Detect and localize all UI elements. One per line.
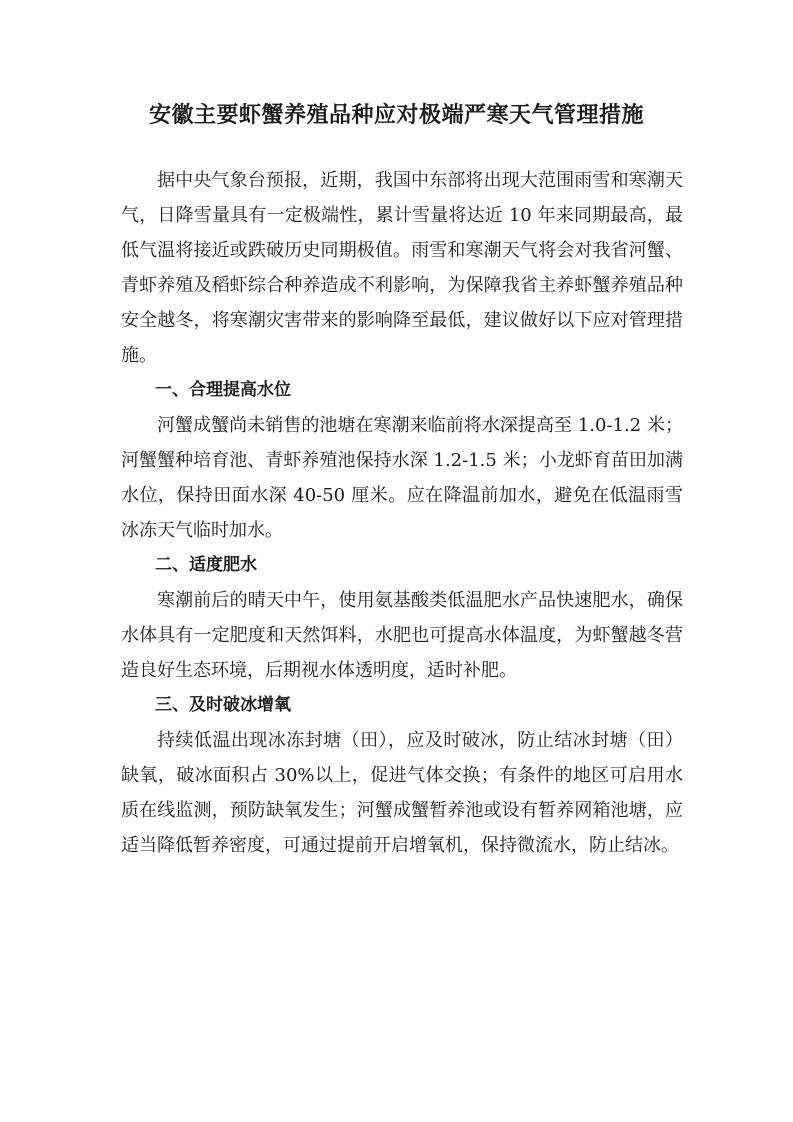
section-heading-water-level: 一、合理提高水位 bbox=[155, 380, 291, 400]
section-paragraph-water-level: 河蟹成蟹尚未销售的池塘在寒潮来临前将水深提高至 1.0-1.2 米；河蟹蟹种培育池、青虾养殖池保持水深 1.2-1.5 米；小龙虾育苗田加满水位，保持田面水深 40-50 厘米。应在降温前加水，避免在低温雨雪冰冻天气临时加水。 bbox=[121, 415, 683, 541]
section-heading-ice-breaking: 三、及时破冰增氧 bbox=[155, 695, 291, 715]
section-paragraph-ice-breaking: 持续低温出现冰冻封塘（田），应及时破冰，防止结冰封塘（田）缺氧，破冰面积占 30%以上，促进气体交换；有条件的地区可启用水质在线监测，预防缺氧发生；河蟹成蟹暂养池或设有暂养网箱池塘，应适当降低暂养密度，可通过提前开启增氧机，保持微流水，防止结冰。 bbox=[121, 730, 683, 856]
section-heading-fertilize: 二、适度肥水 bbox=[155, 555, 257, 575]
document-body bbox=[121, 163, 683, 863]
section-paragraph-fertilize: 寒潮前后的晴天中午，使用氨基酸类低温肥水产品快速肥水，确保水体具有一定肥度和天然饵料，水肥也可提高水体温度，为虾蟹越冬营造良好生态环境，后期视水体透明度，适时补肥。 bbox=[121, 590, 683, 681]
intro-paragraph: 据中央气象台预报，近期，我国中东部将出现大范围雨雪和寒潮天气，日降雪量具有一定极端性，累计雪量将达近 10 年来同期最高，最低气温将接近或跌破历史同期极值。雨雪和寒潮天气将会对我省河蟹、青虾养殖及稻虾综合种养造成不利影响，为保障我省主养虾蟹养殖品种安全越冬，将寒潮灾害带来的影响降至最低，建议做好以下应对管理措施。 bbox=[121, 170, 683, 366]
document-title: 安徽主要虾蟹养殖品种应对极端严寒天气管理措施 bbox=[148, 103, 644, 128]
